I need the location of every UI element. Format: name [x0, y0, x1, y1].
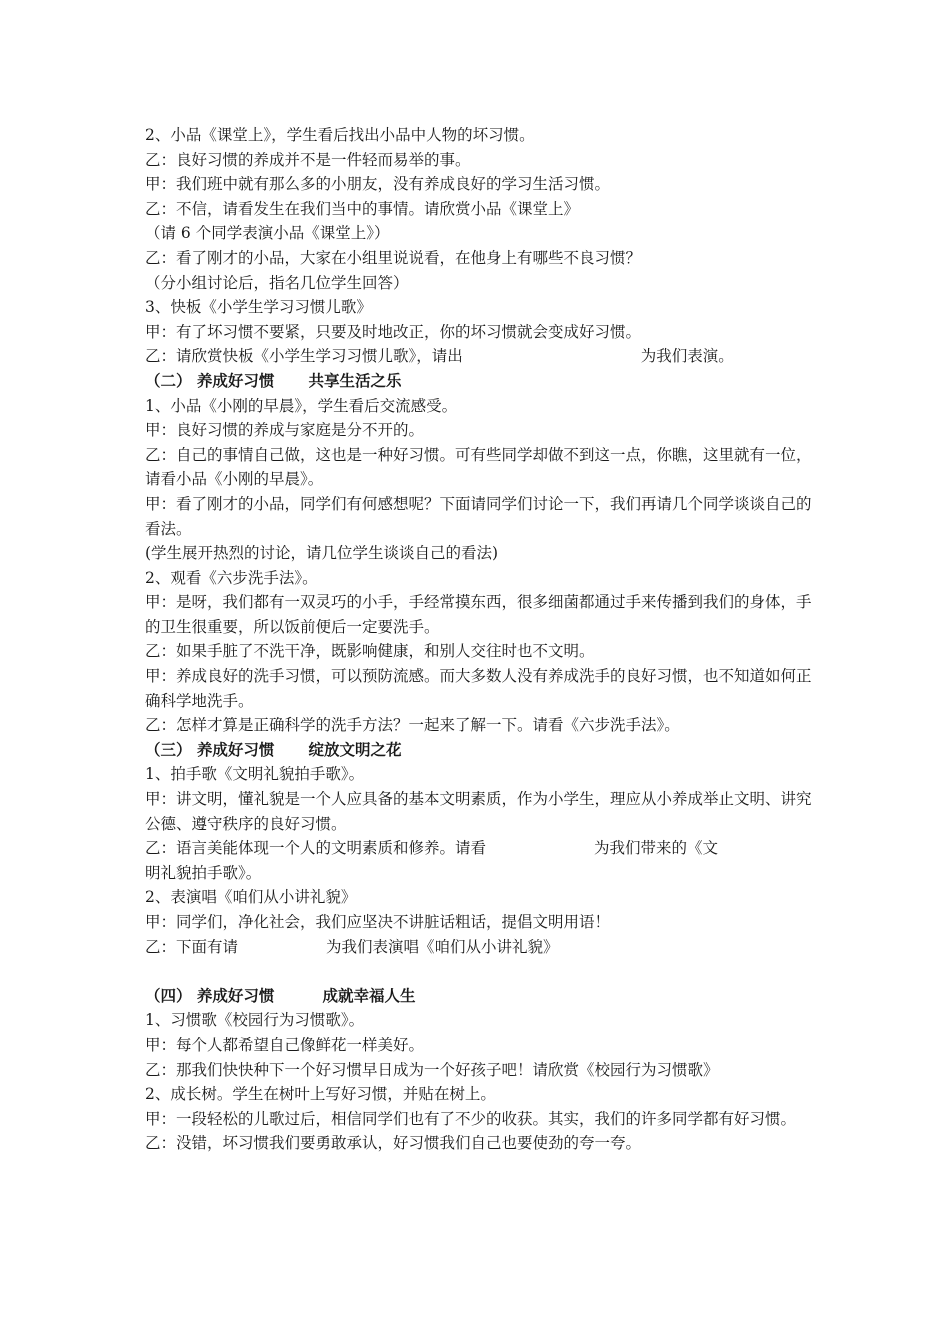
text-line: 甲：同学们，净化社会，我们应坚决不讲脏话粗话，提倡文明用语！ [145, 913, 611, 931]
text-fragment: 乙：下面有请 [145, 937, 239, 956]
text-line: 2、表演唱《咱们从小讲礼貌》 [145, 888, 357, 907]
text-line: 甲：我们班中就有那么多的小朋友，没有养成良好的学习生活习惯。 [145, 175, 611, 194]
text-line: （请 6 个同学表演小品《课堂上》） [145, 224, 390, 243]
text-paragraph: 甲：一段轻松的儿歌过后，相信同学们也有了不少的收获。其实，我们的许多同学都有好习惯。 [145, 1109, 797, 1128]
text-fragment: 为我们带来的《文 [594, 839, 719, 858]
text-paragraph: 甲：是呀，我们都有一双灵巧的小手，手经常摸东西，很多细菌都通过手来传播到我们的身体，手的卫生很重要，所以饭前便后一定要洗手。 [145, 593, 812, 636]
text-line-with-blank [145, 935, 815, 960]
text-line: 2、成长树。学生在树叶上写好习惯，并贴在树上。 [145, 1085, 496, 1104]
section-title-b: 绽放文明之花 [308, 740, 402, 759]
section-title-a: 养成好习惯 [196, 371, 275, 390]
text-line-with-blank [145, 836, 815, 861]
section-title-a: 养成好习惯 [196, 740, 275, 759]
section-number: （四） [145, 986, 192, 1005]
section-title-b: 成就幸福人生 [322, 986, 416, 1005]
text-fragment: 乙：请欣赏快板《小学生学习习惯儿歌》，请出 [145, 347, 463, 366]
text-line: (学生展开热烈的讨论，请几位学生谈谈自己的看法) [145, 544, 499, 563]
text-line: 1、习惯歌《校园行为习惯歌》。 [145, 1011, 365, 1030]
text-line: 乙：看了刚才的小品，大家在小组里说说看，在他身上有哪些不良习惯？ [145, 248, 642, 267]
text-line: 甲：良好习惯的养成与家庭是分不开的。 [145, 421, 425, 440]
text-line: 乙：良好习惯的养成并不是一件轻而易举的事。 [145, 150, 471, 169]
text-line: 甲：每个人都希望自己像鲜花一样美好。 [145, 1035, 425, 1054]
text-fragment: 乙：语言美能体现一个人的文明素质和修养。请看 [145, 839, 487, 858]
text-paragraph: 甲：看了刚才的小品，同学们有何感想呢？下面请同学们讨论一下，我们再请几个同学谈谈自己的看法。 [145, 494, 812, 538]
text-paragraph: 甲：养成良好的洗手习惯，可以预防流感。而大多数人没有养成洗手的良好习惯，也不知道如何正确科学地洗手。 [145, 667, 812, 710]
text-paragraph: 甲：讲文明，懂礼貌是一个人应具备的基本文明素质，作为小学生，理应从小养成举止文明、讲究公德、遵守秩序的良好习惯。 [145, 790, 812, 833]
text-line: 1、小品《小刚的早晨》，学生看后交流感受。 [145, 396, 458, 415]
text-line: 乙：不信，请看发生在我们当中的事情。请欣赏小品《课堂上》 [145, 199, 580, 218]
text-line: 乙：如果手脏了不洗干净，既影响健康，和别人交往时也不文明。 [145, 642, 595, 661]
text-line: 2、小品《课堂上》，学生看后找出小品中人物的坏习惯。 [145, 126, 535, 144]
section-number: （二） [145, 371, 192, 390]
section-heading-2 [145, 369, 815, 394]
section-heading-3 [145, 738, 815, 763]
text-line: 3、快板《小学生学习习惯儿歌》 [145, 298, 372, 317]
text-line: 1、拍手歌《文明礼貌拍手歌》。 [145, 765, 365, 784]
text-line: 2、观看《六步洗手法》。 [145, 568, 318, 587]
section-title-a: 养成好习惯 [196, 986, 275, 1005]
text-line: 明礼貌拍手歌》。 [145, 863, 262, 882]
blank-line [145, 959, 815, 984]
text-fragment: 为我们表演。 [640, 347, 734, 366]
text-line: 甲：有了坏习惯不要紧，只要及时地改正，你的坏习惯就会变成好习惯。 [145, 322, 642, 341]
section-number: （三） [145, 740, 192, 759]
text-line: 乙：怎样才算是正确科学的洗手方法？一起来了解一下。请看《六步洗手法》。 [145, 716, 680, 735]
section-heading-4 [145, 984, 815, 1009]
text-paragraph: 乙：那我们快快种下一个好习惯早日成为一个好孩子吧！请欣赏《校园行为习惯歌》 [145, 1060, 719, 1079]
text-line-kuaiban [145, 344, 815, 369]
document-body [145, 123, 815, 1156]
text-fragment: 为我们表演唱《咱们从小讲礼貌》 [326, 937, 559, 956]
text-paragraph: 乙：自己的事情自己做，这也是一种好习惯。可有些同学却做不到这一点，你瞧，这里就有一位，请看小品《小刚的早晨》。 [145, 445, 812, 489]
text-line: （分小组讨论后，指名几位学生回答） [145, 273, 409, 292]
section-title-b: 共享生活之乐 [308, 371, 402, 390]
text-line: 乙：没错，坏习惯我们要勇敢承认，好习惯我们自己也要使劲的夸一夸。 [145, 1134, 642, 1153]
